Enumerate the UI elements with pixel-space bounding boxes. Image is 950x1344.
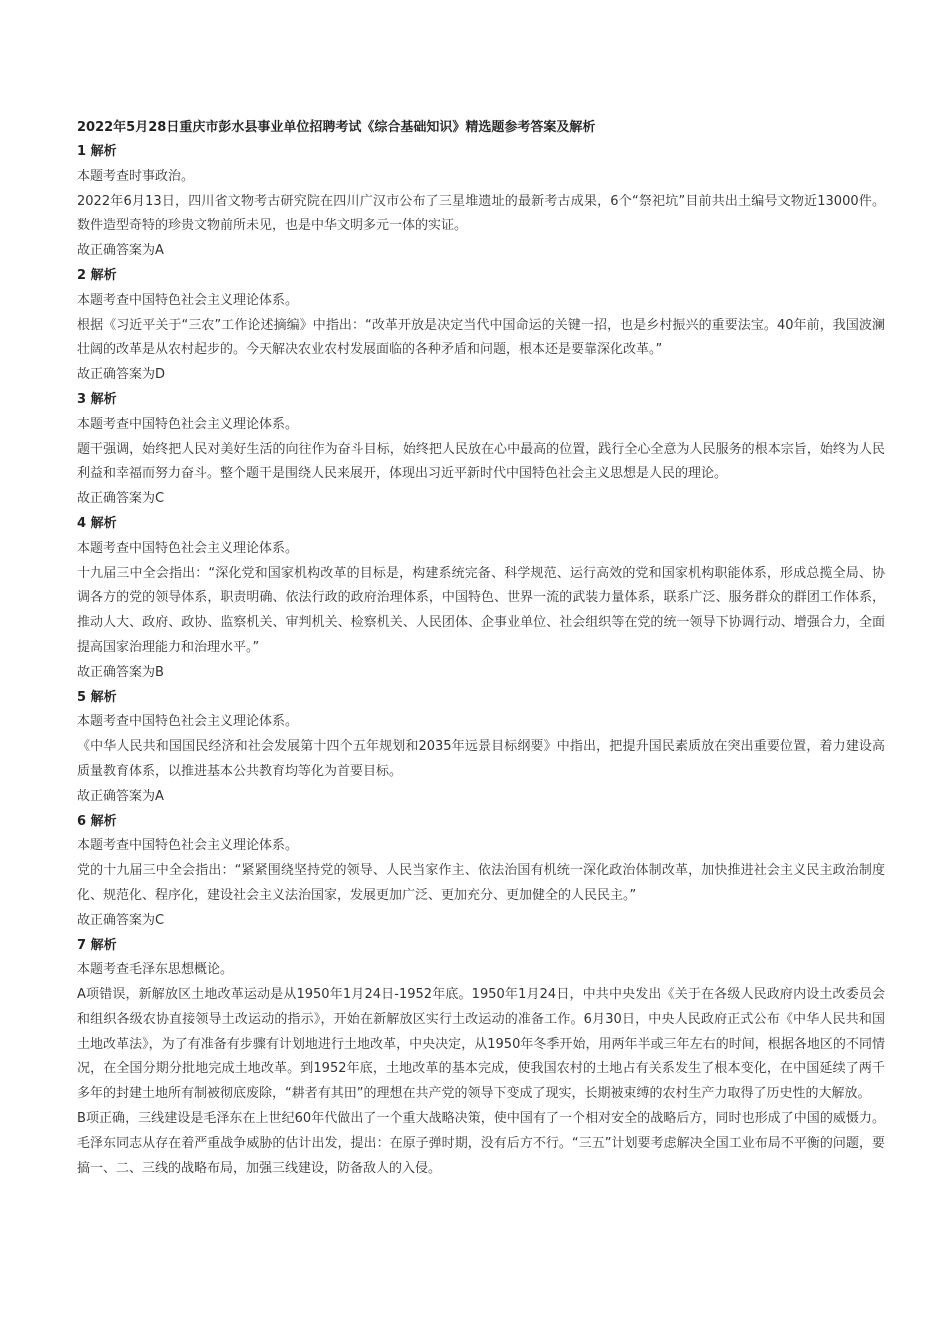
explanation-paragraph: 十九届三中全会指出：“深化党和国家机构改革的目标是，构建系统完备、科学规范、运行高效的党和国家机构职能体系，形成总揽全局、协调各方的党的领导体系，职责明确、依法行政的政府治理体系，中国特色、世界一流的武装力量体系，联系广泛、服务群众的群团工作体系，推动人大、政府、政协、监察机关、审判机关、检察机关、人民团体、企事业单位、社会组织等在党的统一领导下协调行动、增强合力，全面提高国家治理能力和治理水平。”: [77, 565, 885, 655]
topic-line: 本题考查中国特色社会主义理论体系。: [77, 540, 299, 556]
topic-line: 本题考查毛泽东思想概论。: [77, 962, 234, 978]
topic-line: 本题考查中国特色社会主义理论体系。: [77, 714, 299, 730]
section-heading: 7 解析: [77, 937, 117, 953]
section-heading: 3 解析: [77, 391, 117, 407]
topic-line: 本题考查中国特色社会主义理论体系。: [77, 292, 299, 308]
answer-line: 故正确答案为B: [77, 664, 164, 680]
topic-line: 本题考查时事政治。: [77, 168, 195, 184]
answer-section-4: [77, 512, 885, 686]
answer-section-7: [77, 934, 885, 1182]
explanation-paragraph: 题干强调，始终把人民对美好生活的向往作为奋斗目标，始终把人民放在心中最高的位置，践行全心全意为人民服务的根本宗旨，始终为人民利益和幸福而努力奋斗。整个题干是围绕人民来展开，体现出习近平新时代中国特色社会主义思想是人民的理论。: [77, 441, 885, 482]
answer-line: 故正确答案为A: [77, 788, 164, 804]
answer-line: 故正确答案为A: [77, 243, 164, 259]
answer-line: 故正确答案为C: [77, 912, 165, 928]
topic-line: 本题考查中国特色社会主义理论体系。: [77, 838, 299, 854]
section-heading: 4 解析: [77, 515, 117, 531]
topic-line: 本题考查中国特色社会主义理论体系。: [77, 416, 299, 432]
answer-line: 故正确答案为C: [77, 491, 165, 507]
explanation-paragraph: 根据《习近平关于“三农”工作论述摘编》中指出：“改革开放是决定当代中国命运的关键一招，也是乡村振兴的重要法宝。40年前，我国波澜壮阔的改革是从农村起步的。今天解决农业农村发展面临的各种矛盾和问题，根本还是要靠深化改革。”: [77, 317, 885, 358]
document-page: [77, 116, 885, 1181]
document-title: 2022年5月28日重庆市彭水县事业单位招聘考试《综合基础知识》精选题参考答案及解析: [77, 120, 596, 135]
answer-section-6: [77, 810, 885, 934]
section-heading: 6 解析: [77, 813, 117, 829]
option-a-explanation: A项错误，新解放区土地改革运动是从1950年1月24日-1952年底。1950年1月24日，中共中央发出《关于在各级人民政府内设土改委员会和组织各级农协直接领导土改运动的指示》，开始在新解放区实行土改运动的准备工作。6月30日，中央人民政府正式公布《中华人民共和国土地改革法》，为了有准备有步骤有计划地进行土地改革，中央决定，从1950年冬季开始，用两年半或三年左右的时间，根据各地区的不同情况，在全国分期分批地完成土地改革。到1952年底，土地改革的基本完成，使我国农村的土地占有关系发生了根本变化，在中国延续了两千多年的封建土地所有制被彻底废除，“耕者有其田”的理想在共产党的领导下变成了现实，长期被束缚的农村生产力取得了历史性的大解放。: [77, 987, 885, 1102]
section-heading: 2 解析: [77, 267, 117, 283]
answer-section-5: [77, 686, 885, 810]
explanation-paragraph: 2022年6月13日，四川省文物考古研究院在四川广汉市公布了三星堆遗址的最新考古成果，6个“祭祀坑”目前共出土编号文物近13000件。数件造型奇特的珍贵文物前所未见，也是中华文明多元一体的实证。: [77, 193, 885, 234]
option-b-explanation: B项正确，三线建设是毛泽东在上世纪60年代做出了一个重大战略决策，使中国有了一个相对安全的战略后方，同时也形成了中国的威慑力。毛泽东同志从存在着严重战争威胁的估计出发，提出：在原子弹时期，没有后方不行。“三五”计划要考虑解决全国工业布局不平衡的问题，要搞一、二、三线的战略布局，加强三线建设，防备敌人的入侵。: [77, 1111, 885, 1176]
answer-section-3: [77, 388, 885, 512]
explanation-paragraph: 《中华人民共和国国民经济和社会发展第十四个五年规划和2035年远景目标纲要》中指出，把提升国民素质放在突出重要位置，着力建设高质量教育体系，以推进基本公共教育均等化为首要目标。: [77, 739, 885, 779]
answer-section-2: [77, 264, 885, 388]
explanation-paragraph: 党的十九届三中全会指出：“紧紧围绕坚持党的领导、人民当家作主、依法治国有机统一深化政治体制改革，加快推进社会主义民主政治制度化、规范化、程序化，建设社会主义法治国家，发展更加广泛、更加充分、更加健全的人民民主。”: [77, 863, 885, 903]
section-heading: 1 解析: [77, 144, 117, 159]
answer-line: 故正确答案为D: [77, 367, 166, 383]
answer-section-1: [77, 140, 885, 264]
section-heading: 5 解析: [77, 689, 117, 705]
